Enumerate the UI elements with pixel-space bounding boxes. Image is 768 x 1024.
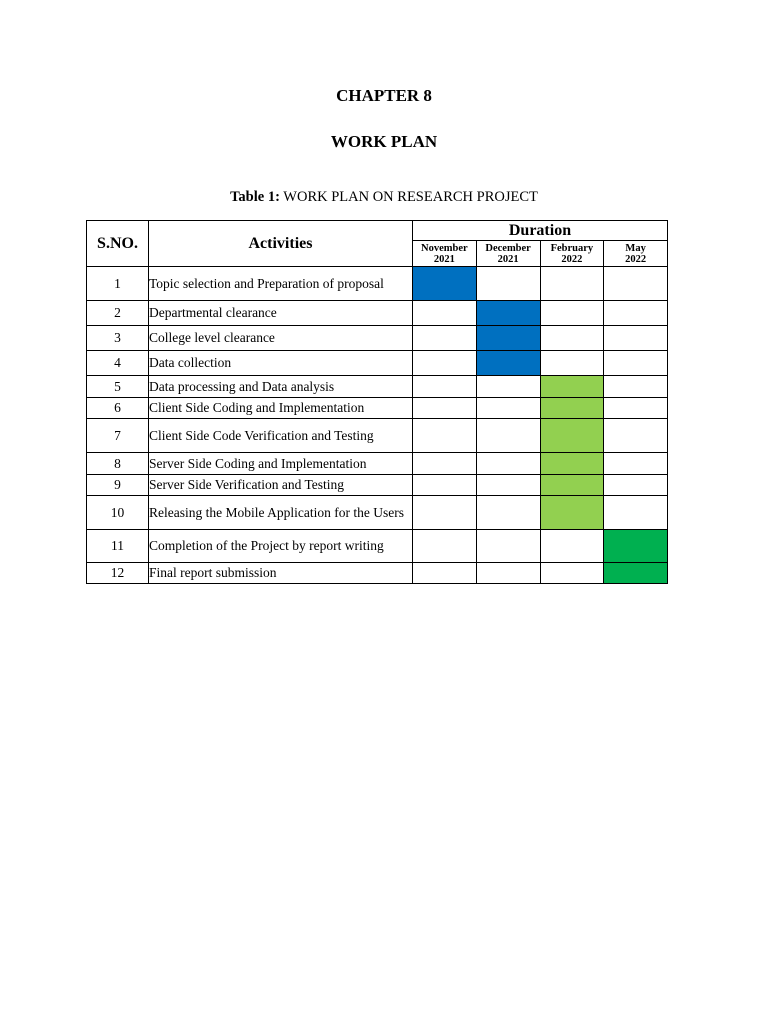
- schedule-cell: [540, 530, 604, 563]
- schedule-bar: [540, 419, 604, 453]
- schedule-cell: [540, 563, 604, 584]
- schedule-cell: [540, 326, 604, 351]
- schedule-cell: [476, 376, 540, 398]
- month-header: May 2022: [604, 241, 668, 267]
- schedule-bar: [476, 351, 540, 376]
- table-row: [87, 419, 668, 453]
- table-row: [87, 453, 668, 475]
- month-header: November 2021: [413, 241, 477, 267]
- page-title: WORK PLAN: [330, 132, 438, 151]
- schedule-bar: [413, 267, 477, 301]
- row-number: 3: [87, 326, 149, 351]
- schedule-bar: [604, 563, 668, 584]
- activity-cell: Releasing the Mobile Application for the Users: [149, 496, 413, 530]
- schedule-cell: [604, 376, 668, 398]
- schedule-cell: [413, 301, 477, 326]
- row-number: 11: [87, 530, 149, 563]
- row-number: 9: [87, 475, 149, 496]
- schedule-bar: [476, 301, 540, 326]
- schedule-cell: [540, 301, 604, 326]
- month-header: February 2022: [540, 241, 604, 267]
- activity-cell: Data processing and Data analysis: [149, 376, 413, 398]
- chapter-heading: CHAPTER 8: [336, 86, 432, 105]
- work-plan-table: [86, 220, 668, 584]
- schedule-cell: [413, 475, 477, 496]
- row-number: 6: [87, 398, 149, 419]
- schedule-cell: [413, 563, 477, 584]
- row-number: 1: [87, 267, 149, 301]
- schedule-cell: [476, 530, 540, 563]
- table-caption: [0, 189, 768, 206]
- row-number: 7: [87, 419, 149, 453]
- schedule-cell: [413, 453, 477, 475]
- row-number: 10: [87, 496, 149, 530]
- activity-cell: Server Side Verification and Testing: [149, 475, 413, 496]
- activity-cell: Data collection: [149, 351, 413, 376]
- header-sno: S.NO.: [87, 221, 149, 267]
- schedule-cell: [476, 496, 540, 530]
- header-duration: Duration: [413, 221, 668, 241]
- table-row: [87, 398, 668, 419]
- activity-cell: Client Side Coding and Implementation: [149, 398, 413, 419]
- schedule-cell: [476, 453, 540, 475]
- month-header: December 2021: [476, 241, 540, 267]
- activity-cell: Final report submission: [149, 563, 413, 584]
- schedule-cell: [604, 475, 668, 496]
- schedule-cell: [413, 326, 477, 351]
- caption-text: WORK PLAN ON RESEARCH PROJECT: [283, 189, 538, 205]
- schedule-bar: [540, 475, 604, 496]
- table-row: [87, 301, 668, 326]
- table-row: [87, 351, 668, 376]
- header-activities: Activities: [149, 221, 413, 267]
- schedule-bar: [540, 376, 604, 398]
- table-row: [87, 475, 668, 496]
- schedule-cell: [413, 419, 477, 453]
- schedule-cell: [604, 351, 668, 376]
- schedule-bar: [540, 398, 604, 419]
- schedule-cell: [604, 496, 668, 530]
- schedule-cell: [604, 453, 668, 475]
- schedule-bar: [604, 530, 668, 563]
- schedule-cell: [476, 398, 540, 419]
- table-row: [87, 326, 668, 351]
- row-number: 2: [87, 301, 149, 326]
- schedule-bar: [540, 496, 604, 530]
- schedule-bar: [476, 326, 540, 351]
- schedule-cell: [413, 398, 477, 419]
- schedule-cell: [476, 475, 540, 496]
- schedule-cell: [540, 351, 604, 376]
- schedule-cell: [476, 267, 540, 301]
- schedule-cell: [413, 351, 477, 376]
- schedule-cell: [604, 419, 668, 453]
- activity-cell: Topic selection and Preparation of proposal: [149, 267, 413, 301]
- schedule-cell: [604, 326, 668, 351]
- activity-cell: Server Side Coding and Implementation: [149, 453, 413, 475]
- table-row: [87, 376, 668, 398]
- caption-prefix: Table 1:: [230, 189, 280, 205]
- schedule-cell: [413, 530, 477, 563]
- table-body: [87, 267, 668, 584]
- table-row: [87, 530, 668, 563]
- schedule-cell: [476, 419, 540, 453]
- schedule-bar: [540, 453, 604, 475]
- row-number: 12: [87, 563, 149, 584]
- schedule-cell: [604, 398, 668, 419]
- row-number: 8: [87, 453, 149, 475]
- activity-cell: Client Side Code Verification and Testing: [149, 419, 413, 453]
- schedule-cell: [476, 563, 540, 584]
- schedule-cell: [604, 267, 668, 301]
- table-row: [87, 496, 668, 530]
- table-row: [87, 267, 668, 301]
- row-number: 5: [87, 376, 149, 398]
- activity-cell: Completion of the Project by report writing: [149, 530, 413, 563]
- table-row: [87, 563, 668, 584]
- activity-cell: Departmental clearance: [149, 301, 413, 326]
- schedule-cell: [540, 267, 604, 301]
- schedule-cell: [413, 496, 477, 530]
- schedule-cell: [413, 376, 477, 398]
- activity-cell: College level clearance: [149, 326, 413, 351]
- schedule-cell: [604, 301, 668, 326]
- row-number: 4: [87, 351, 149, 376]
